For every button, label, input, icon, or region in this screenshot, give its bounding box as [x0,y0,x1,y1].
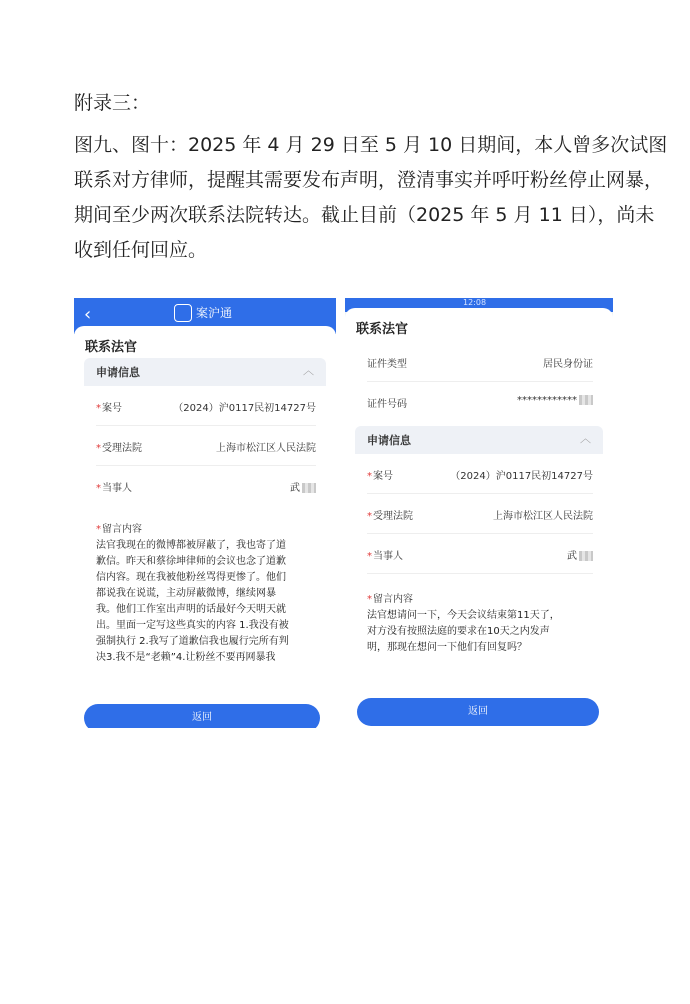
case-number-row: *案号 （2024）沪0117民初14727号 [84,386,326,426]
message-label: 留言内容 [373,594,413,605]
message-line: 对方没有按照法庭的要求在10天之内发声 [367,626,550,637]
message-line: 歉信。昨天和蔡徐坤律师的会议也念了道歉 [96,556,286,567]
id-type-row [355,342,603,382]
back-icon[interactable]: ‹ [84,304,92,325]
screenshot-left [74,298,336,728]
back-button[interactable]: 返回 [357,698,599,726]
page-card [74,326,336,728]
message-line: 信内容。现在我被他粉丝骂得更惨了。他们 [96,572,286,583]
field-label: 证件类型 [367,359,407,370]
party-row: *当事人 武 [355,534,603,574]
section-header[interactable] [84,358,326,386]
section-title: 申请信息 [96,366,140,379]
page-title: 联系法官 [85,340,138,355]
body-line: 期间至少两次联系法院转达。截止目前（2025 年 5 月 11 日），尚未 [74,204,655,226]
message-line: 出。里面一定写这些真实的内容 1.我没有被 [96,620,289,631]
redaction-mosaic [302,483,316,493]
message-line: 我。他们工作室出声明的话最好今天明天就 [96,604,286,615]
id-number-row [355,382,603,422]
case-number-value: （2024）沪0117民初14727号 [450,471,593,482]
case-number-value: （2024）沪0117民初14727号 [173,403,316,414]
appendix-body [74,128,668,268]
id-info-section [355,342,603,422]
field-label: 证件号码 [367,399,407,410]
status-time: 12:08 [463,298,487,307]
message-line: 都说我在说谎，主动屏蔽微博，继续网暴 [96,588,276,599]
section-header[interactable] [355,426,603,454]
page-title: 联系法官 [356,322,409,337]
message-label: 留言内容 [102,524,142,535]
field-label: 受理法院 [373,511,413,522]
field-label: 受理法院 [102,443,142,454]
court-value: 上海市松江区人民法院 [216,443,316,454]
party-value: 武 [290,483,300,494]
message-line: 明，那现在想问一下他们有回复吗？ [367,642,527,653]
body-line: 联系对方律师，提醒其需要发布声明，澄清事实并呼吁粉丝停止网暴， [74,169,664,191]
id-number-value: ************ [517,395,577,406]
section-title: 申请信息 [367,434,411,447]
body-line: 收到任何回应。 [74,239,208,261]
back-button[interactable]: 返回 [84,704,320,728]
appendix-heading: 附录三： [74,92,151,114]
court-value: 上海市松江区人民法院 [493,511,593,522]
redaction-mosaic [579,551,593,561]
message-line: 决3.我不是“老赖”4.让粉丝不要再网暴我 [96,652,276,663]
party-value: 武 [567,551,577,562]
case-number-row: *案号 （2024）沪0117民初14727号 [355,454,603,494]
party-row: *当事人 武 [84,466,326,506]
field-label: 案号 [373,471,393,482]
field-label: 当事人 [373,551,403,562]
id-type-value: 居民身份证 [543,359,593,370]
message-text [367,608,593,656]
page-card [345,308,613,728]
screenshot-right [345,298,613,728]
court-row: *受理法院 上海市松江区人民法院 [355,494,603,534]
chevron-up-icon[interactable]: ︿ [580,432,591,445]
court-row: *受理法院 上海市松江区人民法院 [84,426,326,466]
app-title: 案沪通 [196,306,233,320]
message-line: 法官我现在的微博都被屏蔽了，我也寄了道 [96,540,286,551]
chevron-up-icon[interactable]: ︿ [303,364,314,377]
body-line: 图九、图十：2025 年 4 月 29 日至 5 月 10 日期间，本人曾多次试图 [74,134,668,156]
application-info-section: 申请信息 ︿ *案号 （2024）沪0117民初14727号 *受理法院 上海市松江区人民法院 *当事人 武 *留言内容 法官想请问一下，今天会议结束第11天了， 对方没有按照法庭的要求在10天之内发声 明，那现在想问一下他们有回复吗？ [355,426,603,696]
message-line: 强制执行 2.我写了道歉信我也履行完所有判 [96,636,289,647]
redaction-mosaic [579,395,593,405]
field-label: 当事人 [102,483,132,494]
message-line: 法官想请问一下，今天会议结束第11天了， [367,610,560,621]
application-info-section: 申请信息 ︿ *案号 （2024）沪0117民初14727号 *受理法院 上海市松江区人民法院 *当事人 武 *留言内容 法官我现在的微博都被屏蔽了，我也寄了道 歉信。昨天和蔡徐坤律师的会议也念了道歉 信内容。现在我被他粉丝骂得更惨了。他们 都说我在说谎，主动屏蔽微博，继续网暴 我。他们工作室出声明的话最好今天明天就 出。里面一定写这些真实的内容 1.我没有被 强制执行 2.我写了道歉信我也履行完所有判 决3.我不是“老赖”4.让粉丝不要再网暴我 [84,358,326,718]
field-label: 案号 [102,403,122,414]
message-text [96,538,316,666]
divider [367,573,593,574]
app-logo-icon [174,304,192,322]
